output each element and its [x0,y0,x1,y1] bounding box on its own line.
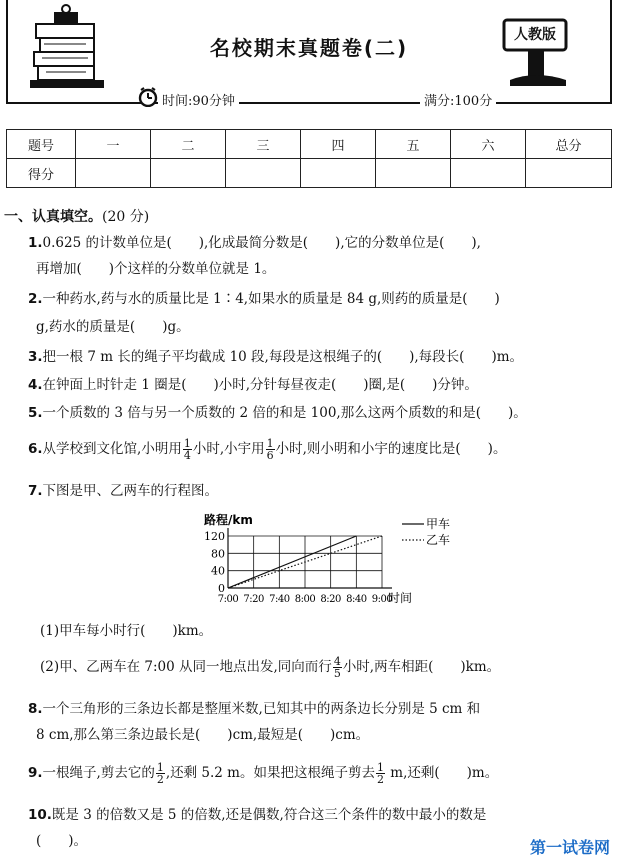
question-7-sub1: (1)甲车每小时行( )km。 [40,623,213,639]
series-line [228,536,356,588]
question-number: 10. [28,807,52,823]
question-text: 一根绳子,剪去它的 [42,765,155,781]
question-5 [28,404,614,422]
question-text: ,还剩 5.2 m。如果把这根绳子剪去 [165,765,375,781]
score-cell[interactable] [151,159,226,188]
table-cell: 四 [301,130,376,159]
score-table [6,129,612,188]
fraction-numerator: 1 [376,761,384,774]
question-number: 9. [28,765,43,781]
watermark: 第一试卷网 [529,838,610,857]
question-text: 小时,则小明和小宇的速度比是( )。 [275,441,507,457]
clock-icon [138,87,158,107]
x-tick-label: 8:00 [294,594,316,605]
question-6 [28,438,614,461]
score-cell[interactable] [76,159,151,188]
question-3 [28,348,614,366]
question-7-sub2 [40,656,618,679]
section-title: 一、认真填空。 [4,209,102,225]
y-tick-label: 40 [211,564,225,578]
table-cell: 一 [76,130,151,159]
score-table-header-row [7,130,612,159]
fraction [156,762,165,785]
question-number: 2. [28,291,43,307]
question-number: 6. [28,441,43,457]
y-tick-label: 0 [218,582,225,595]
question-text: 把一根 7 m 长的绳子平均截成 10 段,每段是这根绳子的( ),每段长( )m。 [42,349,524,365]
question-text: 一种药水,药与水的质量比是 1∶4,如果水的质量是 84 g,则药的质量是( ) [42,291,500,307]
table-cell: 得分 [7,159,76,188]
x-axis-label: 时间 [388,591,413,605]
question-text: 从学校到文化馆,小明用 [42,441,182,457]
y-tick-label: 120 [204,530,225,543]
score-cell[interactable] [226,159,301,188]
question-text: m,还剩( )m。 [385,765,499,781]
question-number: 8. [28,701,43,717]
question-10-line2: ( )。 [36,833,88,849]
question-number: 4. [28,377,43,393]
question-text: 下图是甲、乙两车的行程图。 [42,483,219,499]
x-tick-label: 8:20 [320,594,341,605]
fraction-numerator: 1 [266,437,274,450]
table-cell: 五 [376,130,451,159]
score-table-score-row [7,159,612,188]
question-number: 7. [28,483,43,499]
score-label: 满分:100分 [420,90,496,109]
section-heading [4,206,149,226]
fraction-numerator: 4 [333,655,341,668]
question-text: (2)甲、乙两车在 7:00 从同一地点出发,同向而行 [40,659,332,675]
y-axis-label: 路程/km [204,513,253,527]
x-tick-label: 7:20 [243,594,264,605]
fraction-denominator: 6 [266,449,274,462]
table-cell: 总分 [526,130,612,159]
question-8 [28,700,614,718]
question-4 [28,376,614,394]
question-9 [28,762,614,785]
fraction [183,438,192,461]
fraction-denominator: 4 [183,449,191,462]
question-text: 一个三角形的三条边长都是整厘米数,已知其中的两条边长分别是 5 cm 和 [42,701,481,717]
score-cell[interactable] [451,159,526,188]
question-text: 小时,小宇用 [192,441,265,457]
fraction-denominator: 2 [376,773,384,786]
question-text: 既是 3 的倍数又是 5 的倍数,还是偶数,符合这三个条件的数中最小的数是 [51,807,487,823]
question-number: 1. [28,235,43,251]
section-points: (20 分) [102,209,150,225]
fraction-denominator: 5 [333,667,341,680]
edition-badge-label: 人教版 [514,27,556,43]
x-tick-label: 8:40 [346,594,367,605]
x-tick-label: 7:40 [269,594,290,605]
question-text: 在钟面上时针走 1 圈是( )小时,分针每昼夜走( )圈,是( )分钟。 [42,377,478,393]
x-tick-label: 9:00 [371,594,393,605]
question-text: 小时,两车相距( )km。 [342,659,501,675]
distance-time-chart [196,510,476,610]
question-8-line2: 8 cm,那么第三条边最长是( )cm,最短是( )cm。 [36,727,370,743]
page-title: 名校期末真题卷(二) [209,36,409,60]
legend-label: 乙车 [426,533,451,547]
fraction-denominator: 2 [156,773,164,786]
legend-label: 甲车 [426,517,451,531]
question-2-line2: g,药水的质量是( )g。 [36,319,190,335]
table-cell: 六 [451,130,526,159]
fraction [376,762,385,785]
question-number: 3. [28,349,43,365]
score-cell[interactable] [301,159,376,188]
question-text: 一个质数的 3 倍与另一个质数的 2 倍的和是 100,那么这两个质数的和是( )。 [42,405,527,421]
question-2 [28,290,614,308]
fraction-numerator: 1 [183,437,191,450]
table-cell: 题号 [7,130,76,159]
question-1-line2: 再增加( )个这样的分数单位就是 1。 [36,261,276,277]
time-label: 时间:90分钟 [158,90,239,109]
question-1 [28,234,614,252]
fraction [333,656,342,679]
score-cell[interactable] [526,159,612,188]
question-7 [28,482,614,500]
x-tick-label: 7:00 [217,594,239,605]
score-cell[interactable] [376,159,451,188]
fraction [266,438,275,461]
table-cell: 三 [226,130,301,159]
fraction-numerator: 1 [156,761,164,774]
y-tick-label: 80 [211,547,225,561]
question-number: 5. [28,405,43,421]
table-cell: 二 [151,130,226,159]
question-10 [28,806,614,824]
question-text: 0.625 的计数单位是( ),化成最简分数是( ),它的分数单位是( ), [42,235,481,251]
